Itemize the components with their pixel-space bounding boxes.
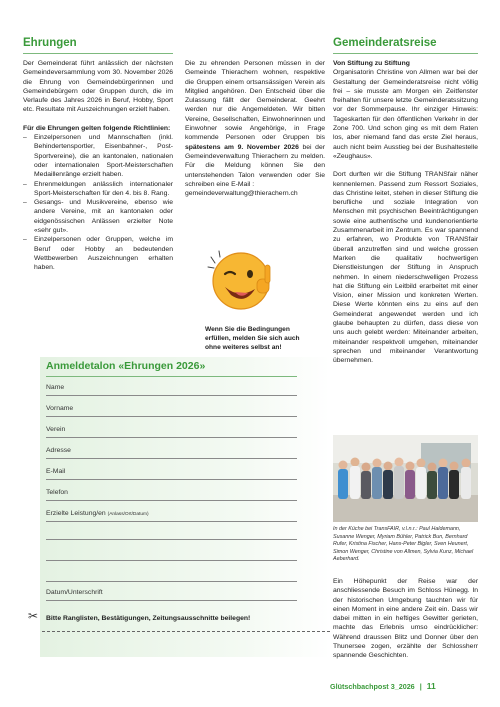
vorname-field[interactable] <box>46 405 297 417</box>
form-title: Anmeldetalon «Ehrungen 2026» <box>46 360 206 372</box>
deadline: spätestens am 9. November 2026 <box>185 143 299 151</box>
contact-email[interactable]: gemeindeverwaltung@thierachern.ch <box>185 190 298 198</box>
achievement-hint: (Anlass/Ort/Datum) <box>107 512 149 517</box>
heading-rule <box>23 53 173 54</box>
reise-para-2: Dort durften wir die Stiftung TRANSfair näher kennenlernen. Passend zum Ressort Soziales, das Christine leitet, stehen in dieser Stiftung die berufliche und soziale Integration von Menschen mit psychischen Beeinträchtigungen sowie eine authentische und kundenorientierte Zusammenarbeit im Zentrum. Es war spannend zu erfahren, wo Produkte von TRANSfair überall anzutreffen sind und welche grossen Marken die qualitativ hochwertigen Dienstleistungen der Stiftung in Anspruch nehmen. In einem niederschwelligen Prozess hat die Stiftung ein Leitbild erarbeitet mit einer Vision, einer Mission und konkreten Werten. Diese Werte könnten eins zu eins auf den Gemeinderat angewendet werden und ich glaube behaupten zu dürfen, dass diese von uns auch gelebt werden: Miteinander arbeiten, miteinander respektvoll umgehen, miteinander sprechen und miteinander Verantwortung übernehmen. <box>333 171 478 365</box>
form-title-rule <box>46 376 297 377</box>
adresse-field[interactable] <box>46 447 297 459</box>
gemeinderatsreise-heading: Gemeinderatsreise <box>333 37 437 49</box>
achievement-line[interactable] <box>46 528 297 540</box>
photo-caption: In der Küche bei TransFAIR, v.l.n.r.: Paul Haldemann, Susanne Wenger, Myriam Bühler, Patrick Bun, Bernhard Rufer, Kristina Fischer, Hans-Peter Bigler, Sven Heunert, Simon Wenger, Christine von Allmen, Sylvia Kunz, Michael Aeberhard. <box>333 526 474 563</box>
page-number: 11 <box>426 681 436 691</box>
achievement-line[interactable] <box>46 549 297 561</box>
ehrungen-intro: Der Gemeinderat führt anlässlich der nächsten Gemeindeversammlung vom 30. November 2026 die Ehrung von Gemeindebürgerinnen und Gemeindebürgern oder Gruppen durch, die im Verlaufe des Jahres 2026 in Beruf, Hobby, Sport etc. Resultate mit Auszeichnungen erzielt haben. <box>23 60 173 114</box>
rule-item: – Ehrenmeldungen anlässlich internationaler Sport-Meisterschaften für den 4. bis 8. Rang. <box>23 180 173 199</box>
adresse-label: Adresse <box>46 447 71 454</box>
reise-para-3: Ein Höhepunkt der Reise war der anschliessende Besuch im Schloss Hünegg. In der historischen Umgebung tauchten wir für einen Moment in eine andere Zeit ein. Dass wir dabei mitten in ein heftiges Gewitter gerieten, machte das Erlebnis umso eindrücklicher: Während draussen Blitz und Donner über den Thunersee zogen, erzählte der Schlossherr spannende Geschichten. <box>333 578 478 660</box>
telefon-label: Telefon <box>46 489 68 496</box>
verein-field[interactable] <box>46 426 297 438</box>
vorname-label: Vorname <box>46 405 74 412</box>
scissors-icon: ✂ <box>28 609 39 623</box>
reise-subheading: Von Stiftung zu Stiftung <box>333 60 410 67</box>
page-footer <box>330 681 436 691</box>
rules-title: Für die Ehrungen gelten folgende Richtlinien: <box>23 124 171 132</box>
signature-field[interactable] <box>46 589 297 601</box>
signature-label: Datum/Unterschrift <box>46 589 103 596</box>
telefon-field[interactable] <box>46 489 297 501</box>
emoji-caption: Wenn Sie die Bedingungen erfüllen, melden Sie sich auch ohne weiteres selbst an! <box>205 326 300 351</box>
email-field[interactable] <box>46 468 297 480</box>
middle-text-1: Die zu ehrenden Personen müssen in der Gemeinde Thierachern wohnen, respektive die Gruppen einem ortsansässigen Verein als Mitglied angehören. Den Entscheid über die Zulassung fällt der Gemeinderat. Geehrt werden nur die Angemeldeten. Wir bitten Vereine, Gesellschaften, Einwohnerinnen und Einwohner sowie Angehörige, in Frage kommende Personen oder Gruppen bis <box>185 60 325 142</box>
form-note: Bitte Ranglisten, Bestätigungen, Zeitungsausschnitte beilegen! <box>46 615 251 622</box>
rule-item: – Gesangs- und Musikvereine, ebenso wie andere Vereine, mit an kantonalen oder eidgenössischen Anlässen erzielter Note «sehr gut». <box>23 198 173 235</box>
heading-rule <box>333 53 478 54</box>
ehrungen-body <box>23 59 173 273</box>
middle-text-2: bei der Gemeindeverwaltung Thierachern zu melden. Für die Meldung können Sie den untenstehenden Talon verwenden oder Sie schreiben eine E-Mail : <box>185 143 325 188</box>
reise-para-1: Organisatorin Christine von Allmen war bei der Gestaltung der Gemeinderatsreise nicht völlig frei – sie musste am Morgen ein Zeitfenster freihalten für unsere letzte Gemeinderatssitzung vor der Sommerpause. Ihr einziger Hinweis: Tageskarten für den öffentlichen Verkehr in der Zone 700. Und schon ging es mit dem Raten los, aber niemand fand das erste Ziel heraus, auch nicht beim Ausstieg bei der Bushaltestelle «Zeughaus». <box>333 69 478 160</box>
verein-label: Verein <box>46 426 66 433</box>
winking-smiley-pointing-icon <box>205 247 281 319</box>
registration-form-panel <box>40 357 330 657</box>
achievement-label: Erzielte Leistung/en <box>46 510 106 517</box>
rules-list <box>23 133 173 272</box>
rule-item: – Einzelpersonen und Mannschaften (inkl. Behindertensportler, Eisenbahner-, Post-Sportvereine), die an kantonalen, nationalen oder internationalen Sport-Meisterschaften Medaillenränge erzielt haben. <box>23 133 173 179</box>
ehrungen-heading: Ehrungen <box>23 37 77 49</box>
footer-separator: | <box>419 682 422 691</box>
name-label: Name <box>46 384 65 391</box>
gemeinderatsreise-text <box>333 59 478 366</box>
name-field[interactable] <box>46 384 297 396</box>
publication-name: Glütschbachpost 3_2026 <box>330 682 415 691</box>
rule-item: – Einzelpersonen oder Gruppen, welche im Beruf oder Hobby an bedeutenden Wettbewerben Auszeichnungen erhalten haben. <box>23 235 173 272</box>
ehrungen-middle-text <box>185 59 325 198</box>
cut-line <box>42 631 330 632</box>
achievement-field[interactable] <box>46 510 297 522</box>
achievement-line[interactable] <box>46 570 297 582</box>
email-label: E-Mail <box>46 468 66 475</box>
group-photo <box>333 435 478 522</box>
